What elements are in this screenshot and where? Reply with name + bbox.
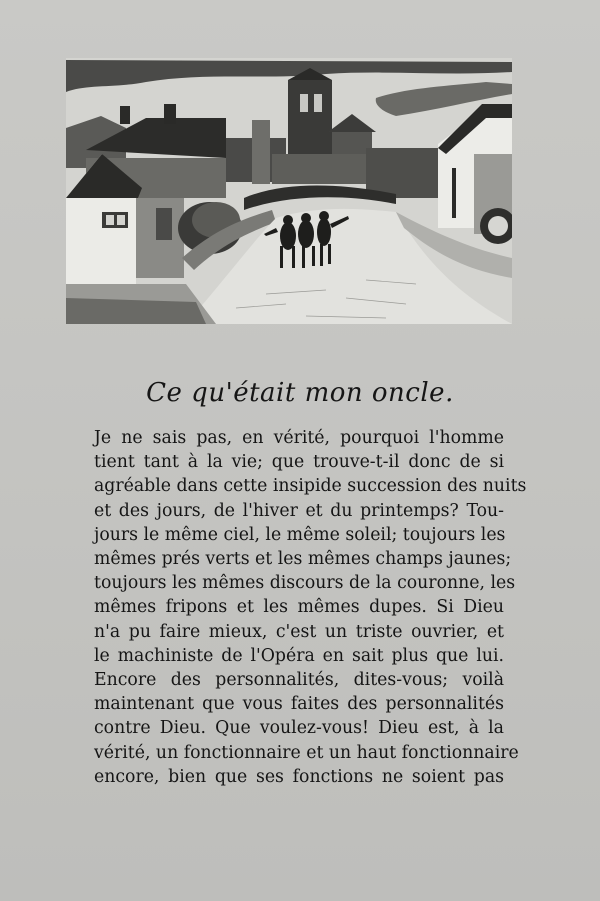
text-line: Je ne sais pas, en vérité, pourquoi l'homme (94, 428, 504, 448)
chapter-title: Ce qu'était mon oncle. (146, 378, 454, 408)
text-line: tient tant à la vie; que trouve-t-il donc de si (94, 452, 504, 473)
text-line: Encore des personnalités, dites-vous; voilà (94, 670, 504, 691)
paragraph (94, 668, 519, 789)
village-street-engraving-icon (66, 58, 512, 324)
text-line: mêmes fripons et les mêmes dupes. Si Dieu (94, 597, 504, 618)
text-line: et des jours, de l'hiver et du printemps? Tou- (94, 500, 504, 521)
paragraph (94, 426, 527, 668)
text-line: jours le même ciel, le même soleil; toujours les (94, 524, 506, 545)
text-line: agréable dans cette insipide succession des nuits (94, 476, 527, 497)
text-line: mêmes prés verts et les mêmes champs jaunes; (94, 549, 512, 570)
engraving-illustration (66, 58, 512, 324)
text-line: encore, bien que ses fonctions ne soient pas (94, 766, 504, 787)
text-line: contre Dieu. Que voulez-vous! Dieu est, à la (94, 718, 504, 739)
text-line: n'a pu faire mieux, c'est un triste ouvrier, et (94, 621, 504, 642)
text-line: vérité, un fonctionnaire et un haut fonctionnaire (94, 742, 519, 763)
text-line: le machiniste de l'Opéra en sait plus que lui. (94, 645, 504, 666)
body-text (94, 426, 527, 789)
text-line: toujours les mêmes discours de la couronne, les (94, 573, 516, 594)
text-line: maintenant que vous faites des personnalités (94, 694, 504, 715)
